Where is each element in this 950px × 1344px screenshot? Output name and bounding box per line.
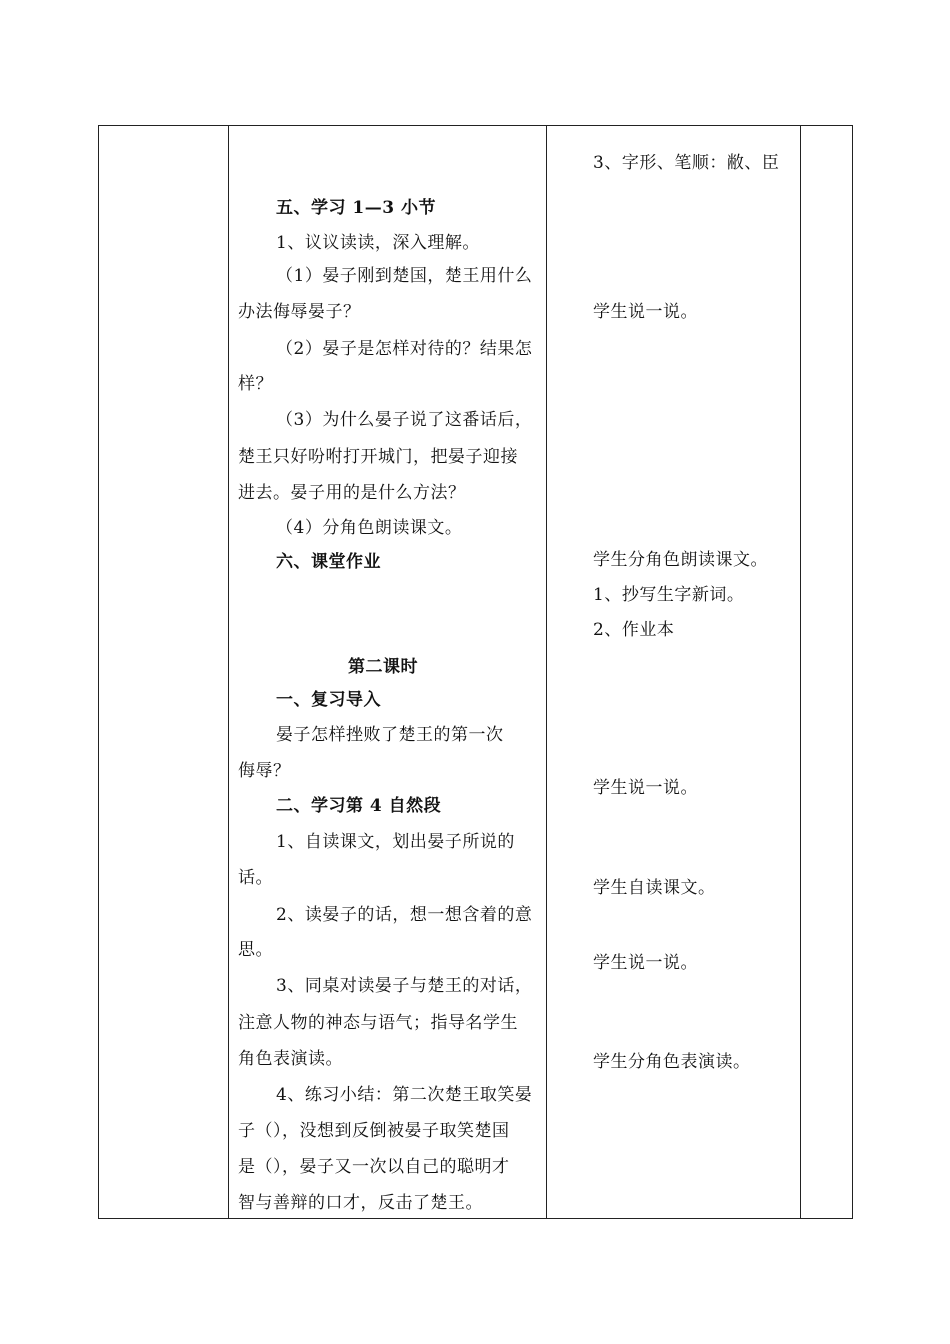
- paragraph-line: 话。: [238, 868, 273, 888]
- paragraph-line: 智与善辩的口才，反击了楚王。: [238, 1193, 483, 1213]
- paragraph-line: 思。: [238, 940, 273, 960]
- table-col-border-5: [852, 125, 853, 1219]
- lesson-title: 第二课时: [348, 657, 418, 677]
- paragraph-line: 1、自读课文，划出晏子所说的: [276, 832, 515, 852]
- paragraph-line: （1）晏子刚到楚国，楚王用什么: [276, 266, 533, 286]
- student-line: 学生说一说。: [593, 778, 698, 798]
- paragraph-line: 角色表演读。: [238, 1049, 343, 1069]
- paragraph-line: 注意人物的神态与语气；指导名学生: [238, 1013, 518, 1033]
- section-heading: 一、复习导入: [276, 690, 381, 710]
- paragraph-line: 样？: [238, 374, 273, 394]
- student-line: 学生自读课文。: [593, 878, 716, 898]
- table-col-border-2: [228, 125, 229, 1219]
- paragraph-line: 侮辱？: [238, 761, 291, 781]
- paragraph-line: 晏子怎样挫败了楚王的第一次: [276, 725, 504, 745]
- paragraph-line: （4）分角色朗读课文。: [276, 518, 463, 538]
- student-line: 1、抄写生字新词。: [593, 585, 745, 605]
- paragraph-line: （2）晏子是怎样对待的？结果怎: [276, 339, 533, 359]
- student-line: 学生说一说。: [593, 953, 698, 973]
- student-line: 3、字形、笔顺：敝、臣: [593, 153, 780, 173]
- student-line: 2、作业本: [593, 620, 675, 640]
- paragraph-line: 1、议议读读，深入理解。: [276, 233, 480, 253]
- paragraph-line: 进去。晏子用的是什么方法？: [238, 483, 466, 503]
- table-col-border-3: [546, 125, 547, 1219]
- table-col-border-1: [98, 125, 99, 1219]
- section-heading: 二、学习第 4 自然段: [276, 796, 442, 816]
- table-top-border: [98, 125, 853, 126]
- student-line: 学生说一说。: [593, 302, 698, 322]
- student-line: 学生分角色表演读。: [593, 1052, 751, 1072]
- paragraph-line: 3、同桌对读晏子与楚王的对话，: [276, 976, 533, 996]
- section-heading: 六、课堂作业: [276, 552, 381, 572]
- student-line: 学生分角色朗读课文。: [593, 550, 768, 570]
- section-heading: 五、学习 1—3 小节: [276, 198, 436, 218]
- paragraph-line: （3）为什么晏子说了这番话后，: [276, 410, 533, 430]
- paragraph-line: 办法侮辱晏子？: [238, 302, 361, 322]
- paragraph-line: 楚王只好吩咐打开城门，把晏子迎接: [238, 447, 518, 467]
- paragraph-line: 是（），晏子又一次以自己的聪明才: [238, 1157, 510, 1177]
- paragraph-line: 2、读晏子的话，想一想含着的意: [276, 905, 533, 925]
- paragraph-line: 子（），没想到反倒被晏子取笑楚国: [238, 1121, 510, 1141]
- table-col-border-4: [800, 125, 801, 1219]
- table-bottom-border: [98, 1218, 853, 1219]
- paragraph-line: 4、练习小结：第二次楚王取笑晏: [276, 1085, 533, 1105]
